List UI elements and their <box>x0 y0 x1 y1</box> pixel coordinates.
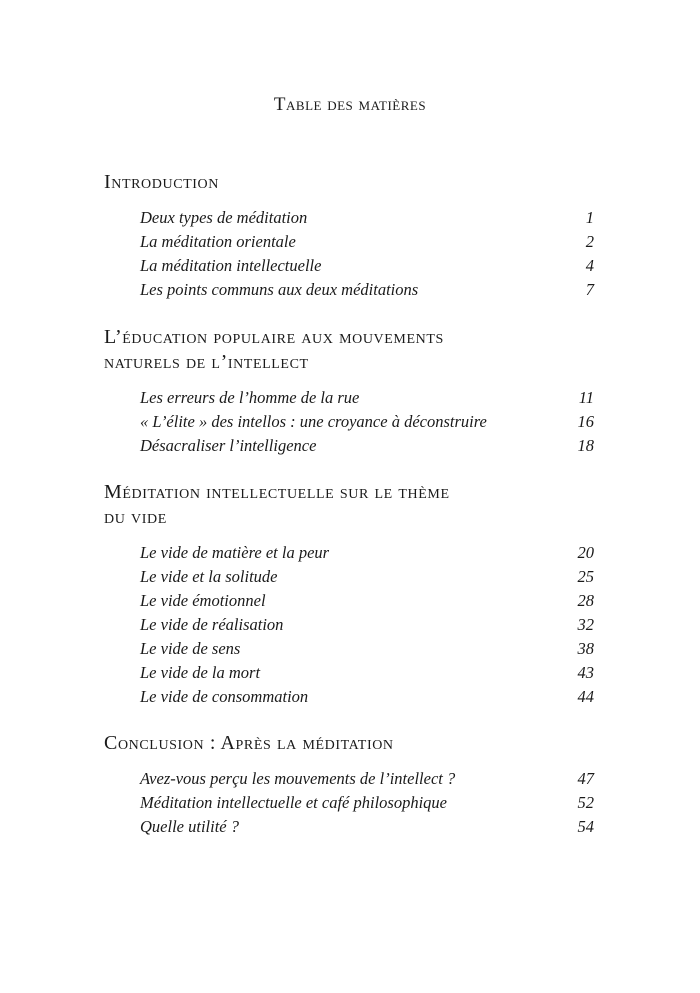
entry-page-number: 16 <box>577 412 594 431</box>
toc-section-theme-du-vide <box>104 480 604 709</box>
toc-section-conclusion <box>104 731 604 839</box>
entry-title: Le vide et la solitude <box>140 567 278 586</box>
toc-entry[interactable] <box>104 767 604 791</box>
toc-section-introduction <box>104 170 604 302</box>
section-heading-line: du vide <box>104 506 167 528</box>
entry-page-number: 38 <box>577 639 594 658</box>
toc-entry[interactable] <box>104 637 604 661</box>
toc-entry[interactable] <box>104 815 604 839</box>
entry-title: La méditation orientale <box>140 232 296 251</box>
entry-page-number: 44 <box>577 687 594 706</box>
entry-title: Le vide de consommation <box>140 687 309 706</box>
entry-page-number: 18 <box>577 436 594 455</box>
entry-page-number: 4 <box>585 256 594 275</box>
toc-entry[interactable] <box>104 410 604 434</box>
entry-title: Avez-vous perçu les mouvements de l’intellect ? <box>140 769 456 788</box>
entry-page-number: 54 <box>577 817 594 836</box>
entry-page-number: 11 <box>578 388 594 407</box>
entry-title: Méditation intellectuelle et café philosophique <box>140 793 447 812</box>
toc-entry[interactable] <box>104 230 604 254</box>
entry-page-number: 52 <box>577 793 594 812</box>
section-heading: Introduction <box>104 171 219 193</box>
entry-page-number: 47 <box>577 769 594 788</box>
entry-page-number: 2 <box>585 232 594 251</box>
entry-list <box>104 386 604 458</box>
entry-list <box>104 541 604 709</box>
toc-entry[interactable] <box>104 613 604 637</box>
entry-title: Désacraliser l’intelligence <box>140 436 317 455</box>
entry-page-number: 43 <box>577 663 594 682</box>
toc-entry[interactable] <box>104 541 604 565</box>
entry-title: Les points communs aux deux méditations <box>140 280 419 299</box>
toc-entry[interactable] <box>104 206 604 230</box>
entry-page-number: 1 <box>585 208 594 227</box>
toc-section-education-populaire <box>104 325 604 458</box>
toc-entry[interactable] <box>104 386 604 410</box>
section-heading <box>104 325 604 375</box>
toc-entry[interactable] <box>104 434 604 458</box>
section-heading-line: naturels de l’intellect <box>104 351 309 373</box>
entry-title: Le vide de réalisation <box>140 615 284 634</box>
entry-page-number: 7 <box>585 280 594 299</box>
entry-title: Les erreurs de l’homme de la rue <box>140 388 360 407</box>
toc-entry[interactable] <box>104 589 604 613</box>
toc-entry[interactable] <box>104 254 604 278</box>
entry-title: Le vide de sens <box>140 639 241 658</box>
entry-title: Le vide émotionnel <box>140 591 266 610</box>
page-title: Table des matières <box>273 94 427 115</box>
entry-title: Deux types de méditation <box>140 208 308 227</box>
entry-title: Le vide de la mort <box>140 663 261 682</box>
entry-list <box>104 206 604 302</box>
toc-entry[interactable] <box>104 791 604 815</box>
toc-entry[interactable] <box>104 661 604 685</box>
entry-page-number: 25 <box>577 567 594 586</box>
section-heading <box>104 480 604 530</box>
section-heading: Conclusion : Après la méditation <box>104 732 394 754</box>
entry-title: Quelle utilité ? <box>140 817 239 836</box>
entry-page-number: 28 <box>577 591 594 610</box>
section-heading-line: Méditation intellectuelle sur le thème <box>104 481 450 503</box>
toc-entry[interactable] <box>104 278 604 302</box>
entry-title: La méditation intellectuelle <box>140 256 322 275</box>
section-heading-line: L’éducation populaire aux mouvements <box>104 326 444 348</box>
toc-entry[interactable] <box>104 565 604 589</box>
entry-page-number: 20 <box>577 543 594 562</box>
entry-page-number: 32 <box>577 615 594 634</box>
toc-entry[interactable] <box>104 685 604 709</box>
entry-title: « L’élite » des intellos : une croyance à déconstruire <box>140 412 487 431</box>
entry-title: Le vide de matière et la peur <box>140 543 330 562</box>
entry-list <box>104 767 604 839</box>
